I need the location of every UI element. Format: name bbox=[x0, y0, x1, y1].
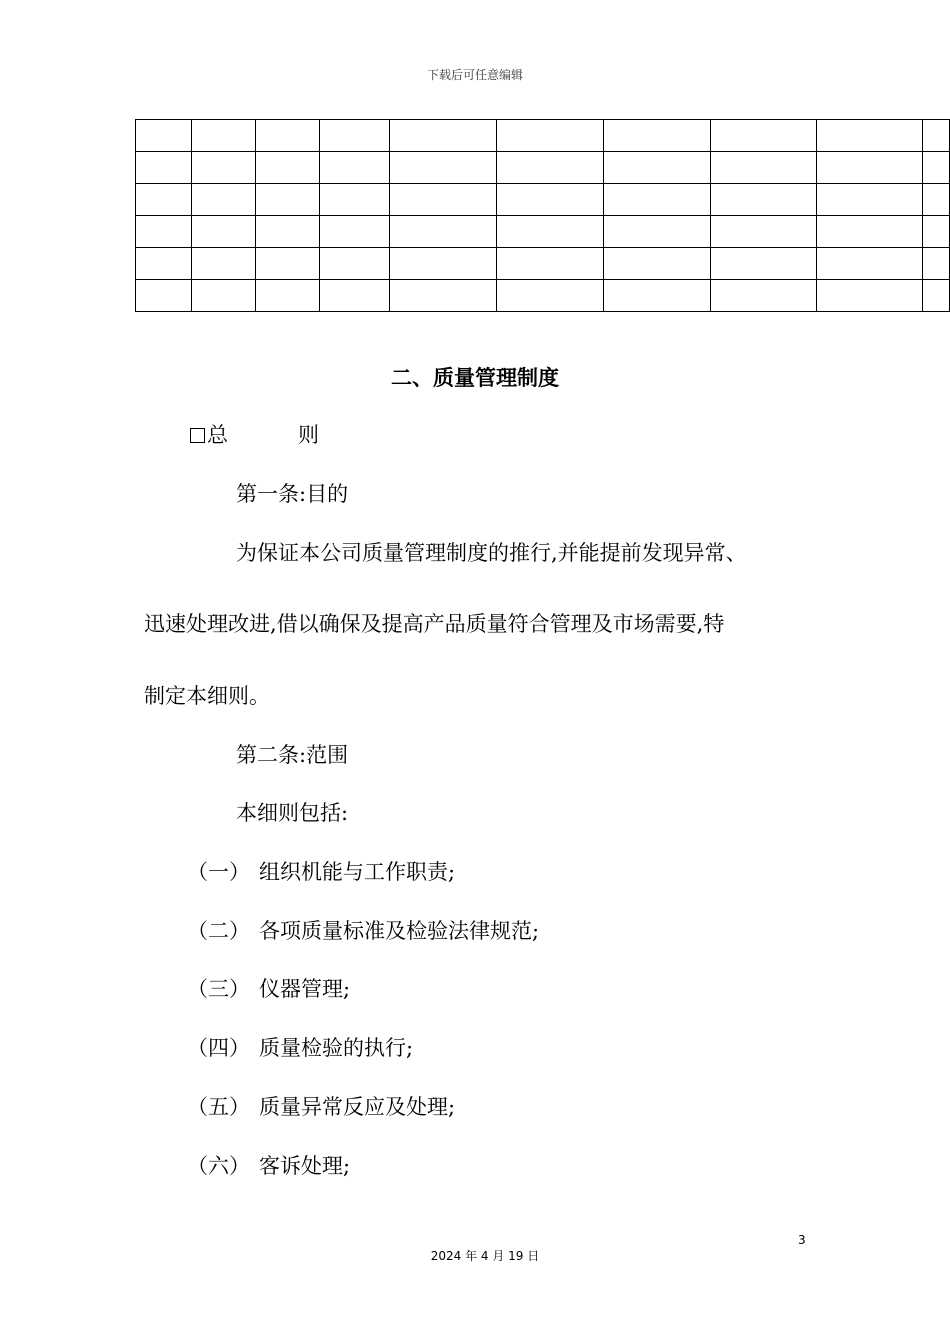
table-cell bbox=[817, 184, 923, 216]
table-cell bbox=[497, 120, 604, 152]
table-cell bbox=[136, 280, 192, 312]
table-cell bbox=[136, 120, 192, 152]
list-item-number: （二） bbox=[187, 919, 250, 943]
table-cell bbox=[191, 216, 255, 248]
table-cell bbox=[255, 184, 319, 216]
table-cell bbox=[497, 216, 604, 248]
table-cell bbox=[603, 248, 710, 280]
article1-paragraph-line2: 迅速处理改进,借以确保及提高产品质量符合管理及市场需要,特 bbox=[144, 612, 725, 636]
article1-paragraph-line1: 为保证本公司质量管理制度的推行,并能提前发现异常、 bbox=[236, 541, 747, 565]
table-cell bbox=[319, 152, 390, 184]
table-cell bbox=[603, 152, 710, 184]
table-cell bbox=[710, 184, 817, 216]
table-cell bbox=[603, 216, 710, 248]
list-item bbox=[187, 857, 455, 887]
table-cell bbox=[817, 152, 923, 184]
list-item-text: 质量异常反应及处理; bbox=[259, 1095, 456, 1119]
list-item bbox=[187, 974, 350, 1004]
table-cell bbox=[390, 280, 497, 312]
list-item-text: 客诉处理; bbox=[259, 1154, 351, 1178]
table-cell bbox=[497, 248, 604, 280]
table-cell bbox=[136, 152, 192, 184]
table-cell bbox=[255, 120, 319, 152]
article1-paragraph-line3: 制定本细则。 bbox=[144, 684, 270, 708]
table-cell bbox=[497, 152, 604, 184]
page-number: 3 bbox=[798, 1233, 806, 1247]
table-row bbox=[136, 280, 950, 312]
table-cell bbox=[390, 120, 497, 152]
table-cell bbox=[136, 216, 192, 248]
table-cell bbox=[255, 280, 319, 312]
checkbox-square-icon bbox=[190, 428, 205, 443]
table-cell bbox=[603, 120, 710, 152]
table-cell bbox=[710, 248, 817, 280]
page-header: 下载后可任意编辑 bbox=[426, 68, 523, 82]
table-cell bbox=[390, 184, 497, 216]
table-cell bbox=[319, 184, 390, 216]
article2-intro: 本细则包括: bbox=[236, 801, 349, 825]
table-cell bbox=[710, 120, 817, 152]
table-cell bbox=[710, 280, 817, 312]
table-cell bbox=[390, 248, 497, 280]
table-cell bbox=[319, 216, 390, 248]
table-cell bbox=[255, 216, 319, 248]
table-row bbox=[136, 248, 950, 280]
list-item-text: 各项质量标准及检验法律规范; bbox=[259, 919, 540, 943]
table-cell bbox=[923, 216, 950, 248]
chapter-heading bbox=[190, 420, 319, 450]
list-item-number: （六） bbox=[187, 1154, 250, 1178]
table-cell bbox=[817, 280, 923, 312]
table-cell bbox=[817, 248, 923, 280]
table-cell bbox=[191, 120, 255, 152]
chapter-label-a: 总 bbox=[207, 423, 228, 447]
table-cell bbox=[603, 184, 710, 216]
list-item-number: （四） bbox=[187, 1036, 250, 1060]
table-cell bbox=[255, 152, 319, 184]
table-row bbox=[136, 184, 950, 216]
page-date: 2024 年 4 月 19 日 bbox=[430, 1249, 540, 1263]
table-cell bbox=[817, 216, 923, 248]
list-item-number: （一） bbox=[187, 860, 250, 884]
table-cell bbox=[390, 152, 497, 184]
list-item-number: （三） bbox=[187, 977, 250, 1001]
table-cell bbox=[191, 184, 255, 216]
list-item bbox=[187, 1033, 413, 1063]
article2-heading: 第二条:范围 bbox=[236, 743, 349, 767]
table-cell bbox=[923, 184, 950, 216]
table-cell bbox=[319, 280, 390, 312]
table-cell bbox=[255, 248, 319, 280]
table-cell bbox=[390, 216, 497, 248]
table-row bbox=[136, 120, 950, 152]
table-cell bbox=[817, 120, 923, 152]
table-cell bbox=[319, 248, 390, 280]
list-item-text: 仪器管理; bbox=[259, 977, 351, 1001]
table-row bbox=[136, 152, 950, 184]
list-item bbox=[187, 1092, 455, 1122]
blank-table-body bbox=[136, 120, 950, 312]
list-item-text: 质量检验的执行; bbox=[259, 1036, 414, 1060]
table-cell bbox=[497, 184, 604, 216]
blank-table bbox=[135, 119, 950, 312]
table-cell bbox=[191, 280, 255, 312]
table-cell bbox=[603, 280, 710, 312]
table-cell bbox=[136, 184, 192, 216]
table-cell bbox=[191, 248, 255, 280]
section-title: 二、质量管理制度 bbox=[391, 366, 559, 390]
list-item-number: （五） bbox=[187, 1095, 250, 1119]
table-cell bbox=[923, 280, 950, 312]
table-cell bbox=[710, 216, 817, 248]
table-cell bbox=[136, 248, 192, 280]
table-row bbox=[136, 216, 950, 248]
list-item bbox=[187, 916, 539, 946]
table-cell bbox=[191, 152, 255, 184]
table-cell bbox=[710, 152, 817, 184]
table-cell bbox=[923, 120, 950, 152]
list-item-text: 组织机能与工作职责; bbox=[259, 860, 456, 884]
table-cell bbox=[923, 152, 950, 184]
table-cell bbox=[497, 280, 604, 312]
article1-heading: 第一条:目的 bbox=[236, 482, 349, 506]
table-cell bbox=[319, 120, 390, 152]
chapter-label-b: 则 bbox=[298, 423, 319, 447]
table-cell bbox=[923, 248, 950, 280]
list-item bbox=[187, 1151, 350, 1181]
